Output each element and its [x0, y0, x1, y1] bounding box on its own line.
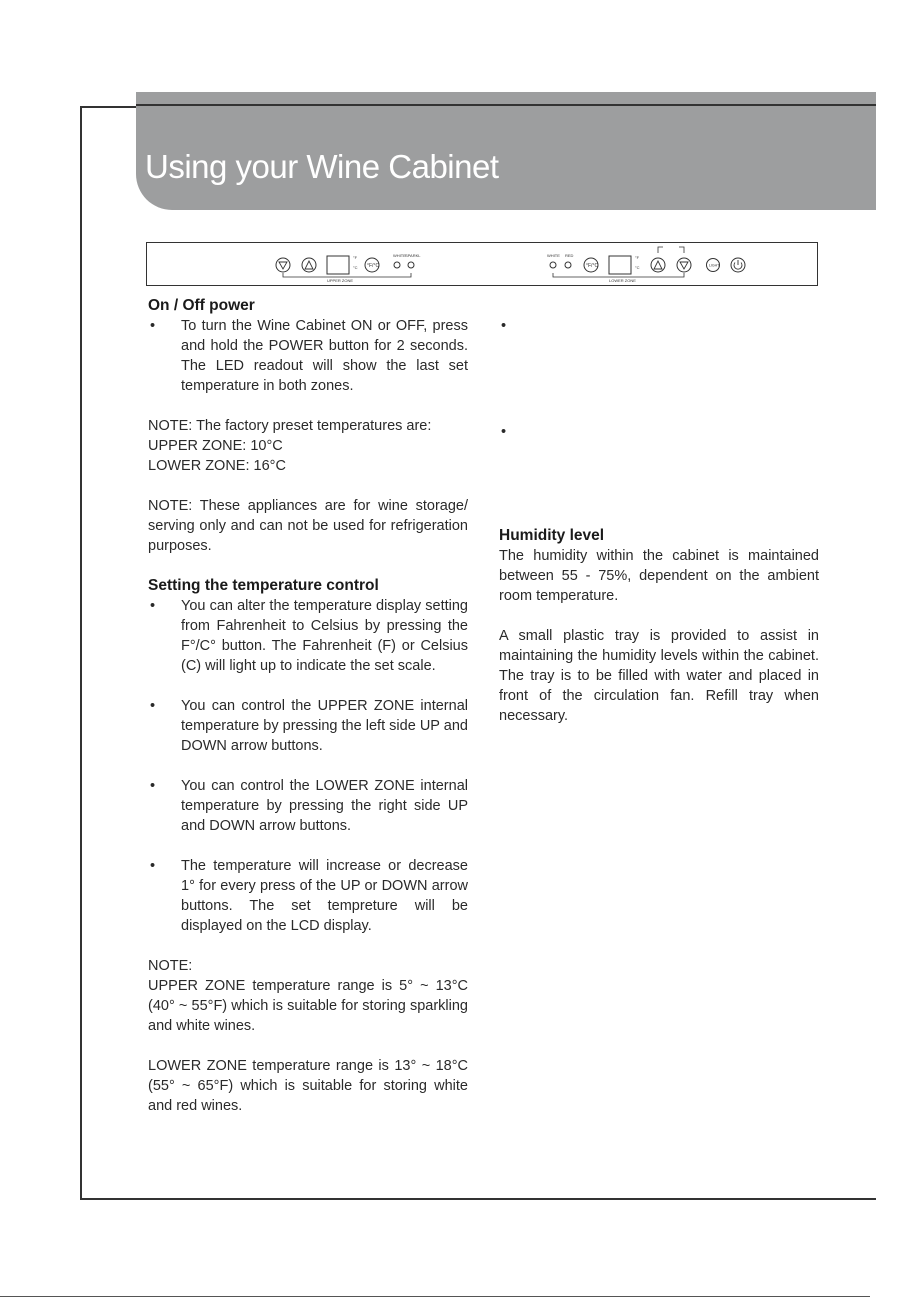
upper-unit-f: °F: [353, 255, 358, 260]
lower-up-corner-mark: [658, 247, 663, 253]
light-button-icon: [707, 259, 721, 272]
control-panel-diagram: [146, 242, 818, 286]
section-heading-power: On / Off power: [148, 297, 255, 314]
upper-zone-instruction: You can control the UPPER ZONE internal temperature by pressing the left side UP and DOWN arrow buttons.: [181, 698, 468, 754]
bullet-icon: •: [150, 318, 156, 334]
svg-text:°F/°C: °F/°C: [586, 263, 599, 269]
list-item-increment: [148, 856, 468, 936]
humidity-paragraph-1: The humidity within the cabinet is maintained between 55 - 75%, dependent on the ambient room temperature.: [499, 548, 819, 604]
note-upper-range: UPPER ZONE temperature range is 5° ~ 13°C (40° ~ 55°F) which is suitable for storing sparkling and white wines.: [148, 978, 468, 1034]
section-heading-humidity: Humidity level: [499, 527, 605, 544]
list-item-lower-zone: [148, 776, 468, 836]
note-wine-storage: NOTE: These appliances are for wine storage/ serving only and can not be used for refrigeration purposes.: [148, 498, 468, 554]
white-label-upper: WHITE: [393, 253, 406, 258]
upper-led-display: [327, 256, 349, 274]
note-preset-line2: UPPER ZONE: 10°C: [148, 438, 283, 454]
note-preset-line3: LOWER ZONE: 16°C: [148, 458, 286, 474]
list-item-fahrenheit: [148, 596, 468, 676]
left-column: [148, 296, 468, 1116]
frame-bottom-rule: [80, 1198, 876, 1200]
sparkling-indicator-icon: [408, 262, 414, 268]
power-button-icon: [731, 258, 745, 272]
svg-text:°F/°C: °F/°C: [367, 263, 380, 269]
page-bottom-rule: [0, 1296, 870, 1297]
red-indicator-icon: [565, 262, 571, 268]
upper-unit-c: °C: [353, 265, 358, 270]
white-indicator-lower-icon: [550, 262, 556, 268]
bullet-icon: •: [150, 858, 156, 874]
frame-top-rule-2: [136, 104, 876, 106]
lower-fc-button-icon: [584, 258, 598, 272]
red-label: RED: [565, 253, 574, 258]
bullet-icon: •: [501, 318, 507, 334]
upper-zone-label: UPPER ZONE: [327, 278, 354, 283]
upper-fc-button-icon: [365, 258, 379, 272]
lower-down-corner-mark: [679, 247, 684, 253]
svg-text:LIGHT: LIGHT: [709, 263, 720, 268]
lower-unit-f: °F: [635, 255, 640, 260]
upper-up-button-icon: [302, 258, 316, 272]
upper-down-button-icon: [276, 258, 290, 272]
sparkling-label: SPARKL: [405, 253, 421, 258]
frame-left-rule: [80, 106, 82, 1200]
empty-bullet-1: [501, 316, 506, 336]
lower-unit-c: °C: [635, 265, 640, 270]
note-range-label: NOTE:: [148, 958, 193, 974]
increment-instruction: The temperature will increase or decrease 1° for every press of the UP or DOWN arrow buttons. The set tempreture will be displayed on the LCD display.: [181, 858, 468, 934]
humidity-paragraph-2: A small plastic tray is provided to assist in maintaining the humidity levels within the cabinet. The tray is to be filled with water and placed in front of the circulation fan. Refill tray when necessary.: [499, 628, 819, 724]
note-lower-range: LOWER ZONE temperature range is 13° ~ 18°C (55° ~ 65°F) which is suitable for storing white and red wines.: [148, 1058, 468, 1114]
list-item-power: [148, 316, 468, 396]
lower-zone-label: LOWER ZONE: [609, 278, 636, 283]
page-title: Using your Wine Cabinet: [145, 148, 499, 185]
lower-up-button-icon: [651, 258, 665, 272]
frame-top-rule: [80, 106, 136, 108]
bullet-icon: •: [150, 778, 156, 794]
white-label-lower: WHITE: [547, 253, 560, 258]
empty-bullet-2: [501, 422, 506, 442]
note-preset-line1: NOTE: The factory preset temperatures are:: [148, 418, 432, 434]
list-item-upper-zone: [148, 696, 468, 756]
section-heading-temperature: Setting the temperature control: [148, 577, 379, 594]
power-instruction: To turn the Wine Cabinet ON or OFF, press and hold the POWER button for 2 seconds. The LED readout will show the last set temperature in both zones.: [181, 318, 468, 394]
white-indicator-icon: [394, 262, 400, 268]
bullet-icon: •: [150, 598, 156, 614]
lower-zone-instruction: You can control the LOWER ZONE internal temperature by pressing the right side UP and DOWN arrow buttons.: [181, 778, 468, 834]
lower-led-display: [609, 256, 631, 274]
bullet-icon: •: [150, 698, 156, 714]
humidity-section: [499, 526, 819, 726]
lower-down-button-icon: [677, 258, 691, 272]
bullet-icon: •: [501, 424, 507, 440]
fahrenheit-instruction: You can alter the temperature display setting from Fahrenheit to Celsius by pressing the F°/C° button. The Fahrenheit (F) or Celsius (C) will light up to indicate the set scale.: [181, 598, 468, 674]
